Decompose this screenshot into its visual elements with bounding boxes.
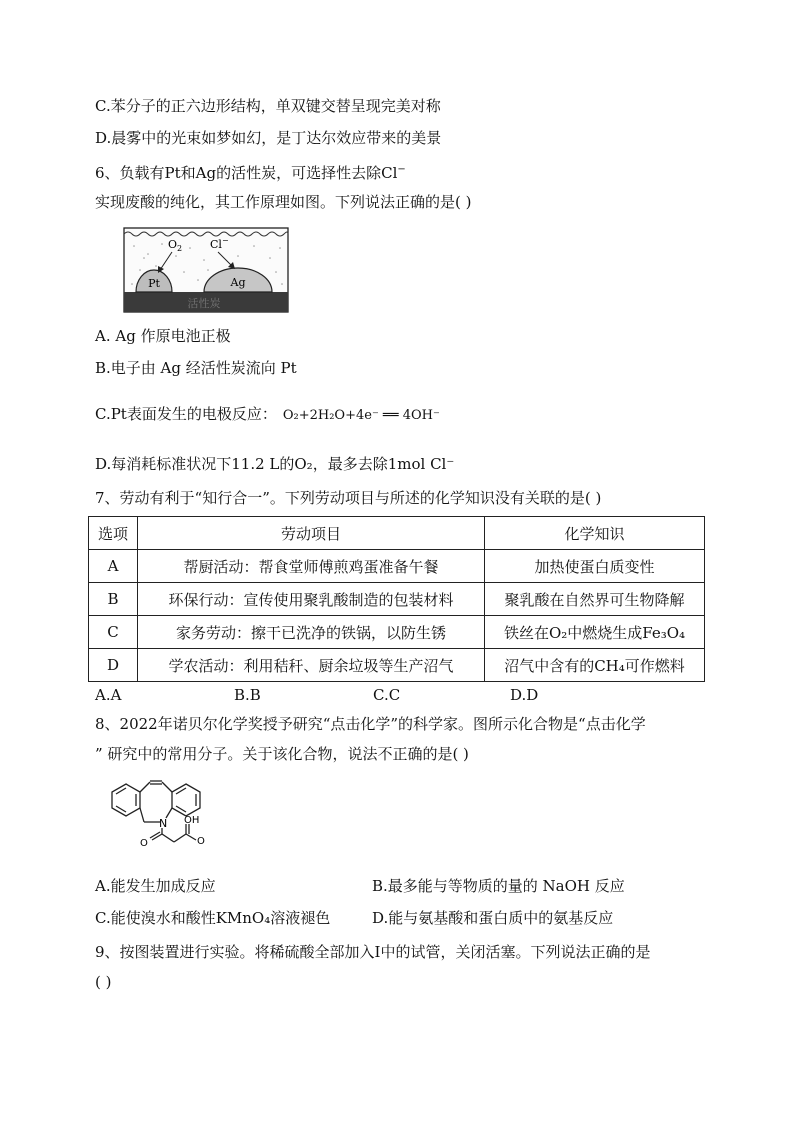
header-knowledge: 化学知识	[485, 517, 705, 550]
q8-structure-figure	[100, 778, 230, 852]
row-labor: 帮厨活动：帮食堂师傅煎鸡蛋准备午餐	[138, 550, 485, 583]
q6-carbon-label: 活性炭	[187, 297, 221, 310]
q7-option-b: B.B	[234, 686, 261, 704]
row-knowledge: 加热使蛋白质变性	[485, 550, 705, 583]
q7-option-c: C.C	[373, 686, 401, 704]
row-labor: 学农活动：利用秸秆、厨余垃圾等生产沼气	[138, 649, 485, 682]
header-labor: 劳动项目	[138, 517, 485, 550]
row-knowledge: 铁丝在O₂中燃烧生成Fe₃O₄	[485, 616, 705, 649]
q5-option-c: C.苯分子的正六边形结构，单双键交替呈现完美对称	[95, 97, 441, 115]
q8-o1-label: O	[140, 838, 148, 849]
q8-option-a: A.能发生加成反应	[95, 877, 216, 895]
q6-stem-line2: 实现废酸的纯化，其工作原理如图。下列说法正确的是( )	[95, 193, 472, 211]
q8-option-b: B.最多能与等物质的量的 NaOH 反应	[372, 877, 625, 895]
q6-o2-label: $O_2$	[168, 238, 183, 253]
q6-option-d: D.每消耗标准状况下11.2 L的O₂，最多去除1mol Cl⁻	[95, 455, 455, 473]
row-option: C	[89, 616, 138, 649]
row-labor: 家务劳动：擦干已洗净的铁锅，以防生锈	[138, 616, 485, 649]
q6-pt-label: Pt	[148, 277, 160, 290]
row-option: D	[89, 649, 138, 682]
q8-o2-label: O	[197, 836, 205, 847]
row-option: B	[89, 583, 138, 616]
q6-option-c-equation: O₂+2H₂O+4e⁻ ══ 4OH⁻	[282, 408, 440, 423]
q6-option-c	[95, 404, 440, 426]
q6-stem-line1	[95, 160, 406, 183]
q6-electrode-figure	[120, 226, 292, 316]
q8-n-label: N	[159, 817, 168, 830]
row-knowledge: 聚乳酸在自然界可生物降解	[485, 583, 705, 616]
q7-option-d: D.D	[510, 686, 539, 704]
table-row	[89, 583, 705, 616]
q8-option-d: D.能与氨基酸和蛋白质中的氨基反应	[372, 909, 614, 927]
table-row	[89, 616, 705, 649]
table-row	[89, 649, 705, 682]
q6-stem-sup: −	[397, 164, 406, 175]
row-knowledge: 沼气中含有的CH₄可作燃料	[485, 649, 705, 682]
row-labor: 环保行动：宣传使用聚乳酸制造的包装材料	[138, 583, 485, 616]
q6-cl-label: Cl−	[210, 236, 229, 251]
q6-option-a: A. Ag 作原电池正极	[95, 327, 231, 345]
q8-option-c: C.能使溴水和酸性KMnO₄溶液褪色	[95, 909, 331, 927]
q8-stem-line2: ” 研究中的常用分子。关于该化合物，说法不正确的是( )	[95, 745, 469, 763]
row-option: A	[89, 550, 138, 583]
q6-option-c-text: C.Pt表面发生的电极反应：	[95, 405, 277, 423]
q6-stem-text: 6、负载有Pt和Ag的活性炭，可选择性去除Cl	[95, 164, 398, 182]
q6-ag-label: Ag	[230, 276, 246, 289]
q9-stem-line2: ( )	[95, 973, 112, 991]
table-row	[89, 550, 705, 583]
q8-oh-label: OH	[184, 815, 200, 826]
q6-option-b: B.电子由 Ag 经活性炭流向 Pt	[95, 359, 297, 377]
table-header-row	[89, 517, 705, 550]
q5-option-d: D.晨雾中的光束如梦如幻，是丁达尔效应带来的美景	[95, 129, 442, 147]
q7-option-a: A.A	[95, 686, 122, 704]
q8-stem-line1: 8、2022年诺贝尔化学奖授予研究“点击化学”的科学家。图所示化合物是“点击化学	[95, 715, 646, 733]
header-option: 选项	[89, 517, 138, 550]
q9-stem-line1: 9、按图装置进行实验。将稀硫酸全部加入Ⅰ中的试管，关闭活塞。下列说法正确的是	[95, 943, 651, 961]
q7-stem: 7、劳动有利于“知行合一”。下列劳动项目与所述的化学知识没有关联的是( )	[95, 489, 602, 507]
q7-table	[88, 516, 705, 682]
